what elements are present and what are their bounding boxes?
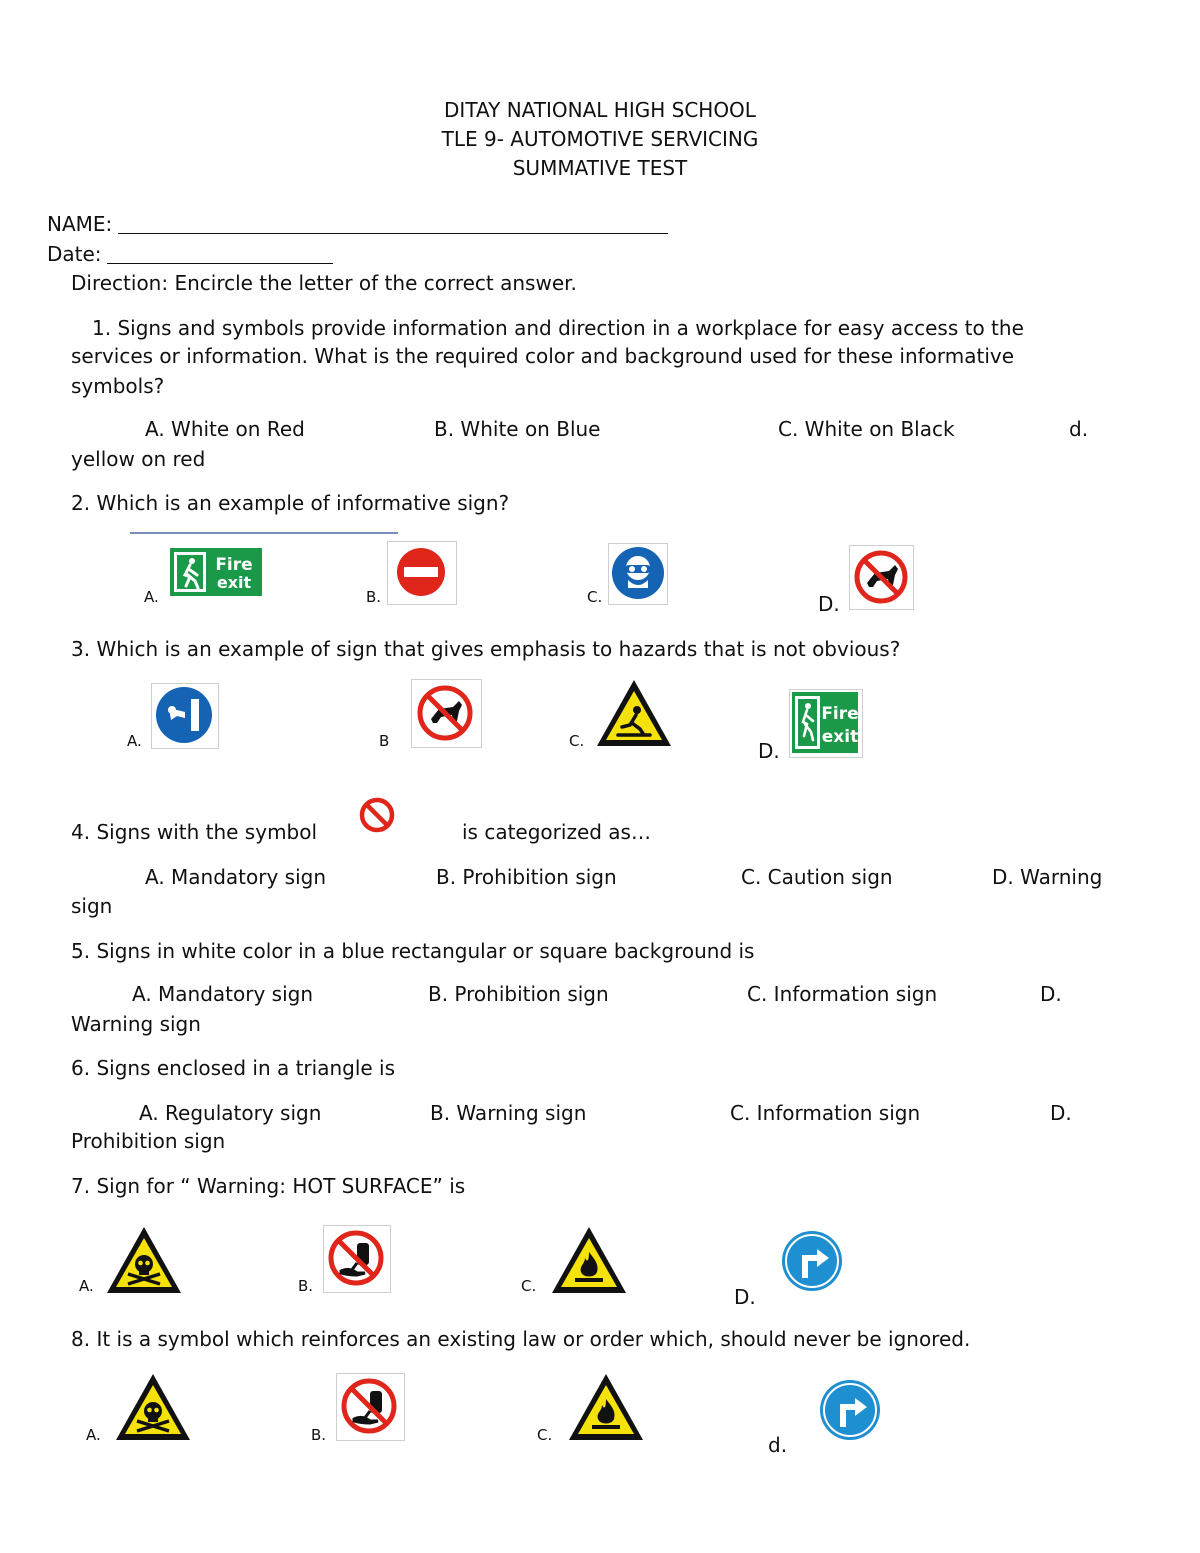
q4-option-d-part2[interactable]: sign [71,894,113,918]
q4-option-c[interactable]: C. Caution sign [741,865,893,889]
date-field[interactable] [107,263,333,264]
q4-text-part2: is categorized as… [462,820,651,844]
eye-protection-icon[interactable] [611,546,665,600]
q4-option-d-part1[interactable]: D. Warning [992,865,1103,889]
q5-option-d-letter[interactable]: D. [1040,982,1062,1006]
q7-label-c[interactable]: C. [521,1277,537,1295]
q8-label-a[interactable]: A. [86,1426,101,1444]
q8-label-c[interactable]: C. [537,1426,553,1444]
toxic-warning-icon[interactable] [104,1224,184,1296]
q4-option-b[interactable]: B. Prohibition sign [436,865,617,889]
q8-text: 8. It is a symbol which reinforces an existing law or order which, should never be ignored. [71,1327,971,1351]
q3-text: 3. Which is an example of sign that gives emphasis to hazards that is not obvious? [71,637,901,661]
q3-label-b[interactable]: B [379,732,390,750]
q1-line1: 1. Signs and symbols provide information and direction in a workplace for easy access to the [92,316,1024,340]
q3-label-d[interactable]: D. [758,739,780,763]
school-name: DITAY NATIONAL HIGH SCHOOL [444,98,756,122]
name-label: NAME: [47,212,113,236]
subject-title: TLE 9- AUTOMOTIVE SERVICING [441,127,759,151]
q3-fire-text-1: Fire [821,704,858,724]
slip-warning-icon[interactable] [594,677,674,749]
q6-option-c[interactable]: C. Information sign [730,1101,921,1125]
no-dogs-icon-2[interactable] [416,684,474,742]
q1-line2: services or information. What is the required color and background used for these informative [71,344,1015,368]
q4-option-a[interactable]: A. Mandatory sign [145,865,327,889]
q6-option-d-letter[interactable]: D. [1050,1101,1072,1125]
q4-text-part1: 4. Signs with the symbol [71,820,318,844]
flammable-warning-icon-2[interactable] [566,1371,646,1443]
q2-text: 2. Which is an example of informative sign? [71,491,510,515]
q6-option-a[interactable]: A. Regulatory sign [139,1101,322,1125]
q3-label-a[interactable]: A. [127,732,142,750]
turn-right-icon-2[interactable] [819,1379,881,1441]
q2-label-d[interactable]: D. [818,592,840,616]
q3-fire-text-2: exit [821,727,858,747]
q1-option-d-letter[interactable]: d. [1069,417,1089,441]
q1-option-c[interactable]: C. White on Black [778,417,955,441]
q5-text: 5. Signs in white color in a blue rectangular or square background is [71,939,755,963]
q2-label-a[interactable]: A. [144,588,159,606]
name-field[interactable] [118,233,668,234]
q2-fire-text-2: exit [216,573,252,592]
q3-label-c[interactable]: C. [569,732,585,750]
turn-right-icon[interactable] [781,1230,843,1292]
q7-label-a[interactable]: A. [79,1277,94,1295]
q7-label-d[interactable]: D. [734,1285,756,1309]
q6-text: 6. Signs enclosed in a triangle is [71,1056,396,1080]
q7-label-b[interactable]: B. [298,1277,314,1295]
q6-option-d-text[interactable]: Prohibition sign [71,1129,226,1153]
no-pouring-icon[interactable] [327,1229,385,1287]
q1-option-a[interactable]: A. White on Red [145,417,305,441]
direction-text: Direction: Encircle the letter of the correct answer. [71,271,577,295]
no-entry-icon[interactable] [396,547,446,597]
q2-fire-text-1: Fire [215,555,253,575]
q6-option-b[interactable]: B. Warning sign [430,1101,587,1125]
no-pouring-icon-2[interactable] [340,1377,398,1435]
mandatory-door-icon[interactable] [155,686,213,744]
prohibition-symbol-icon [358,796,396,834]
q8-label-d[interactable]: d. [768,1433,788,1457]
date-label: Date: [47,242,102,266]
q2-cropped-caption-line [130,532,398,534]
q5-option-b[interactable]: B. Prohibition sign [428,982,609,1006]
q1-line3: symbols? [71,374,165,398]
q5-option-c[interactable]: C. Information sign [747,982,938,1006]
q1-option-b[interactable]: B. White on Blue [434,417,601,441]
toxic-warning-icon-2[interactable] [113,1371,193,1443]
fire-exit-icon-2[interactable] [792,692,858,753]
test-title: SUMMATIVE TEST [512,156,688,180]
q5-option-a[interactable]: A. Mandatory sign [132,982,314,1006]
fire-exit-icon[interactable] [170,548,262,596]
q2-label-b[interactable]: B. [366,588,382,606]
no-dogs-icon[interactable] [853,549,909,605]
q5-option-d-text[interactable]: Warning sign [71,1012,201,1036]
q2-label-c[interactable]: C. [587,588,603,606]
flammable-warning-icon[interactable] [549,1224,629,1296]
q1-option-d-text[interactable]: yellow on red [71,447,206,471]
q7-text: 7. Sign for “ Warning: HOT SURFACE” is [71,1174,466,1198]
q8-label-b[interactable]: B. [311,1426,327,1444]
